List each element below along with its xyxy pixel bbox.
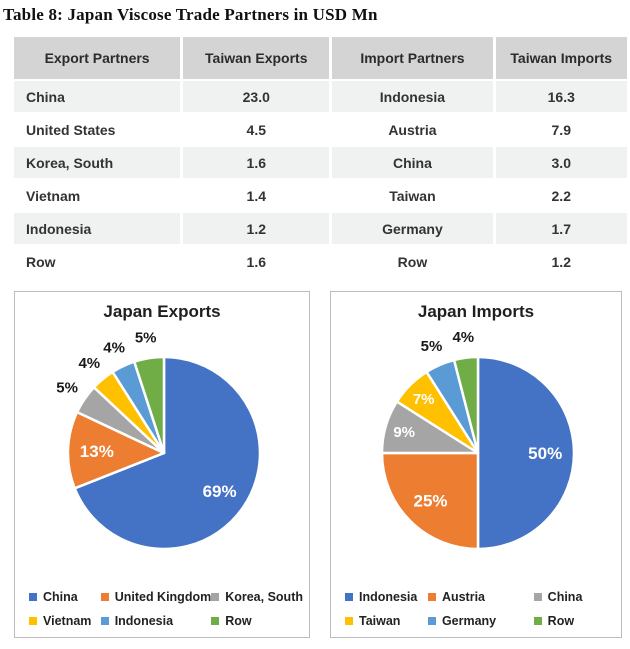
chart-japan-imports bbox=[330, 291, 622, 638]
table-row-united-states bbox=[14, 114, 627, 145]
report-page bbox=[0, 5, 630, 638]
legend-item-china bbox=[29, 590, 101, 604]
pie-value-label-vietnam: 4% bbox=[78, 355, 101, 373]
legend-swatch-icon bbox=[211, 593, 219, 601]
legend-label: Germany bbox=[441, 614, 497, 628]
value-cell: 1.6 bbox=[183, 147, 329, 178]
pie-value-label-united-kingdom: 13% bbox=[79, 442, 114, 462]
partner-cell: Taiwan bbox=[332, 180, 492, 211]
chart-title: Japan Imports bbox=[417, 302, 535, 321]
legend-swatch-icon bbox=[428, 617, 436, 625]
partner-cell: Row bbox=[14, 246, 180, 277]
partner-cell: China bbox=[14, 81, 180, 112]
legend-item-korea-south bbox=[211, 590, 303, 604]
column-header-taiwan-imports: Taiwan Imports bbox=[496, 37, 627, 79]
legend-item-vietnam bbox=[29, 614, 101, 628]
legend-swatch-icon bbox=[29, 593, 37, 601]
chart-japan-exports bbox=[14, 291, 310, 638]
legend-swatch-icon bbox=[211, 617, 219, 625]
pie-japan-exports bbox=[21, 322, 303, 572]
pie-value-label-indonesia: 4% bbox=[103, 339, 125, 357]
legend-label: China bbox=[547, 590, 583, 604]
legend-label: Indonesia bbox=[359, 590, 418, 604]
chart-title: Japan Exports bbox=[103, 302, 221, 321]
legend-label: Austria bbox=[441, 590, 486, 604]
charts-row bbox=[14, 291, 630, 638]
legend-label: Korea, South bbox=[225, 590, 303, 604]
pie-japan-imports bbox=[335, 322, 617, 572]
value-cell: 1.2 bbox=[183, 213, 329, 244]
value-cell: 3.0 bbox=[496, 147, 627, 178]
table-header bbox=[14, 37, 627, 79]
pie-value-label-austria: 25% bbox=[413, 491, 448, 511]
partner-cell: Vietnam bbox=[14, 180, 180, 211]
table-row-korea-south bbox=[14, 147, 627, 178]
value-cell: 1.6 bbox=[183, 246, 329, 277]
legend-item-row bbox=[534, 614, 615, 628]
value-cell: 1.2 bbox=[496, 246, 627, 277]
legend-swatch-icon bbox=[29, 617, 37, 625]
table-row-indonesia bbox=[14, 213, 627, 244]
value-cell: 4.5 bbox=[183, 114, 329, 145]
partner-cell: Indonesia bbox=[332, 81, 492, 112]
legend-swatch-icon bbox=[534, 593, 542, 601]
table-body bbox=[14, 81, 627, 277]
partner-cell: China bbox=[332, 147, 492, 178]
legend-swatch-icon bbox=[428, 593, 436, 601]
value-cell: 1.7 bbox=[496, 213, 627, 244]
legend-label: Vietnam bbox=[43, 614, 92, 628]
legend-swatch-icon bbox=[101, 617, 109, 625]
table-row-china bbox=[14, 81, 627, 112]
legend-swatch-icon bbox=[345, 593, 353, 601]
partner-cell: United States bbox=[14, 114, 180, 145]
partner-cell: Korea, South bbox=[14, 147, 180, 178]
column-header-taiwan-exports: Taiwan Exports bbox=[183, 37, 329, 79]
table-row-vietnam bbox=[14, 180, 627, 211]
pie-value-label-row: 4% bbox=[452, 329, 475, 347]
pie-value-label-germany: 5% bbox=[420, 337, 443, 355]
legend-swatch-icon bbox=[101, 593, 109, 601]
header-row bbox=[14, 37, 627, 79]
legend-label: United Kingdom bbox=[114, 590, 212, 604]
legend-label: Taiwan bbox=[359, 614, 401, 628]
pie-value-label-china: 69% bbox=[202, 481, 237, 501]
legend-item-united-kingdom bbox=[101, 590, 212, 604]
pie-value-label-taiwan: 7% bbox=[412, 391, 435, 409]
value-cell: 1.4 bbox=[183, 180, 329, 211]
pie-value-label-korea-south: 5% bbox=[56, 379, 78, 397]
pie-value-label-row: 5% bbox=[134, 329, 157, 347]
partner-cell: Indonesia bbox=[14, 213, 180, 244]
partner-cell: Austria bbox=[332, 114, 492, 145]
partner-cell: Row bbox=[332, 246, 492, 277]
legend-label: Row bbox=[225, 614, 252, 628]
legend-item-austria bbox=[428, 590, 534, 604]
partner-cell: Germany bbox=[332, 213, 492, 244]
legend-item-indonesia bbox=[101, 614, 212, 628]
table-caption: Table 8: Japan Viscose Trade Partners in USD Mn bbox=[3, 5, 378, 24]
trade-partners-table bbox=[11, 35, 630, 279]
value-cell: 23.0 bbox=[183, 81, 329, 112]
pie-value-label-indonesia: 50% bbox=[528, 444, 563, 464]
legend-label: Row bbox=[547, 614, 575, 628]
legend-item-taiwan bbox=[345, 614, 428, 628]
legend-item-row bbox=[211, 614, 303, 628]
pie-value-label-china: 9% bbox=[393, 424, 416, 441]
table-row-row bbox=[14, 246, 627, 277]
legend-item-indonesia bbox=[345, 590, 428, 604]
legend-item-germany bbox=[428, 614, 534, 628]
legend-swatch-icon bbox=[534, 617, 542, 625]
legend-label: China bbox=[43, 590, 78, 604]
legend-item-china bbox=[534, 590, 615, 604]
legend-label: Indonesia bbox=[114, 614, 174, 628]
legend-swatch-icon bbox=[345, 617, 353, 625]
value-cell: 2.2 bbox=[496, 180, 627, 211]
column-header-export-partners: Export Partners bbox=[14, 37, 180, 79]
column-header-import-partners: Import Partners bbox=[332, 37, 492, 79]
chart-legend bbox=[345, 590, 615, 628]
value-cell: 7.9 bbox=[496, 114, 627, 145]
chart-legend bbox=[29, 590, 303, 628]
value-cell: 16.3 bbox=[496, 81, 627, 112]
